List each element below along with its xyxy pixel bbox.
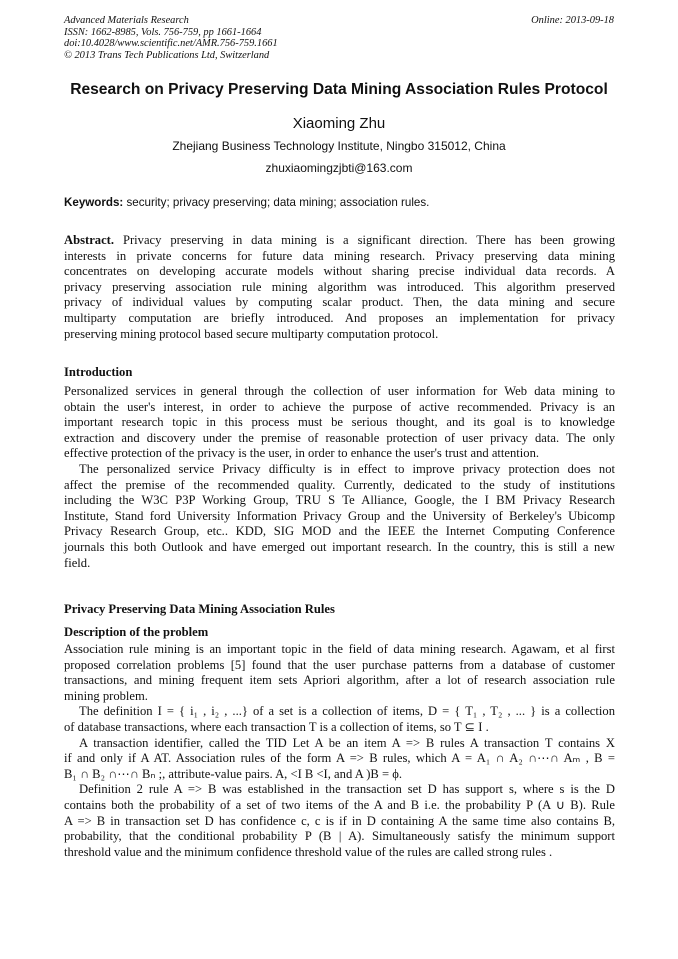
text-line: journals this both Outlook and have emerged out important research. In the country, this is still a new [64,539,615,554]
text-line: Privacy Research Group, etc.. KDD, SIG MOD and the IEEE the Internet Computing Conference [64,524,615,539]
journal-name: Advanced Materials Research [64,15,189,26]
text-line: proposed correlation problems [5] found that the user purchase patterns from a database of customer [64,657,615,672]
abstract-label: Abstract. [64,233,115,247]
text-line: obtain the user's interest, in order to achieve the purpose of active recommended. Privacy is an [64,399,615,414]
text-line: important research topic in this process must be serious thought, and its goal is to knowledge [64,415,615,430]
introduction-body [64,384,615,571]
affiliation: Zhejiang Business Technology Institute, Ningbo 315012, China [172,139,506,153]
text-line: Definition 2 rule A => B was established in the transaction set D has support s, where s is the D [79,782,615,797]
description-body [64,642,615,860]
text-line: Abstract. Privacy preserving in data mining is a significant direction. There has been growing [64,233,615,247]
issn: ISSN: 1662-8985, Vols. 756-759, pp 1661-1664 [64,26,262,38]
author: Xiaoming Zhu [292,115,386,132]
text-line: extraction and discovery under the premise of reasonable protection of user privacy data. The only [64,430,615,445]
subsection-heading: Description of the problem [64,625,209,639]
journal-header [64,15,614,61]
keywords [64,196,429,209]
text-line: Institute, Stand ford University Information Privacy Group and the University of Berkeley's Ubicomp [64,508,615,523]
text-line: effective protection of the privacy is the user, in order to enhance the user's trust and attention. [64,446,540,461]
text-line: A => B in transaction set D has confidence c, c is if in D containing A the same time also contains B, [64,813,615,828]
text-line: multiparty computation are briefly introduced. And proposes an implementation for privacy [64,310,615,325]
text-line: The definition I = { i₁ , i₂ , ...} of a set is a collection of items, D = { T₁ , T₂ , ... } is a collection [79,704,615,719]
section-heading: Privacy Preserving Data Mining Association Rules [64,602,335,616]
text-line: B₁ ∩ B₂ ∩⋯∩ Bₙ ;, attribute-value pairs. A, <I B <I, and A )B = ϕ. [64,766,403,781]
abstract [64,233,615,342]
paper-title: Research on Privacy Preserving Data Mining Association Rules Protocol [70,81,608,98]
text-line: Personalized services in general through the collection of user information for Web data mining to [64,384,615,398]
text-line: interests in private concerns for future data mining research. Privacy preserving data mining [64,248,615,263]
text-line: of database transactions, where each transaction T is a collection of items, so T ⊆ I . [64,719,489,734]
text-line: mining problem. [64,688,148,703]
text-line: concentrates on developing accurate models without sharing precise individual data records. A [64,264,615,279]
text-line: if and only if A AT. Association rules of the form A => B rules, which A = A₁ ∩ A₂ ∩⋯∩ Aₘ , B = [64,751,615,766]
keywords-text: security; privacy preserving; data mining; association rules. [123,196,430,209]
keywords-label: Keywords: [64,196,124,209]
online-date: Online: 2013-09-18 [531,15,614,26]
text-line: threshold value and the minimum confidence threshold value of the rules are called strong rules . [64,844,553,859]
doi: doi:10.4028/www.scientific.net/AMR.756-759.1661 [64,38,278,50]
email: zhuxiaomingzjbti@163.com [265,161,413,175]
text-line: preserving mining protocol based secure multiparty computation protocol. [64,326,439,341]
text-line: Association rule mining is an important topic in the field of data mining research. Agawam, et al first [64,642,615,656]
text-line: A transaction identifier, called the TID Let A be an item A => B rules A transaction T contains X [79,735,615,750]
text-line: contains both the probability of a set of two items of the A and B i.e. the probability P (A ∪ B). Rule [64,797,615,812]
text-line: privacy preserving association rule mining algorithm was introduced. This algorithm preserved [64,279,615,294]
text-line: The personalized service Privacy difficulty is in effect to improve privacy protection does not [79,461,615,476]
copyright: © 2013 Trans Tech Publications Ltd, Switzerland [64,49,270,61]
text-line: transactions, and mining frequent item sets Apriori algorithm, after a lot of research association rule [64,673,615,688]
text-line: privacy of individual values by computing scalar product. Then, the data mining and secure [64,295,615,310]
intro-heading: Introduction [64,365,133,379]
text-line: field. [64,555,91,570]
text-line: including the W3C P3P Working Group, TRU S Te Alliance, Google, the I BM Privacy Research [64,493,615,508]
text-line: affect the premise of the recommended quality. Currently, dedicated to the study of institutions [64,477,615,492]
text-line: probability, that the conditional probability P (B | A). Simultaneously satisfy the minimum support [64,829,615,844]
